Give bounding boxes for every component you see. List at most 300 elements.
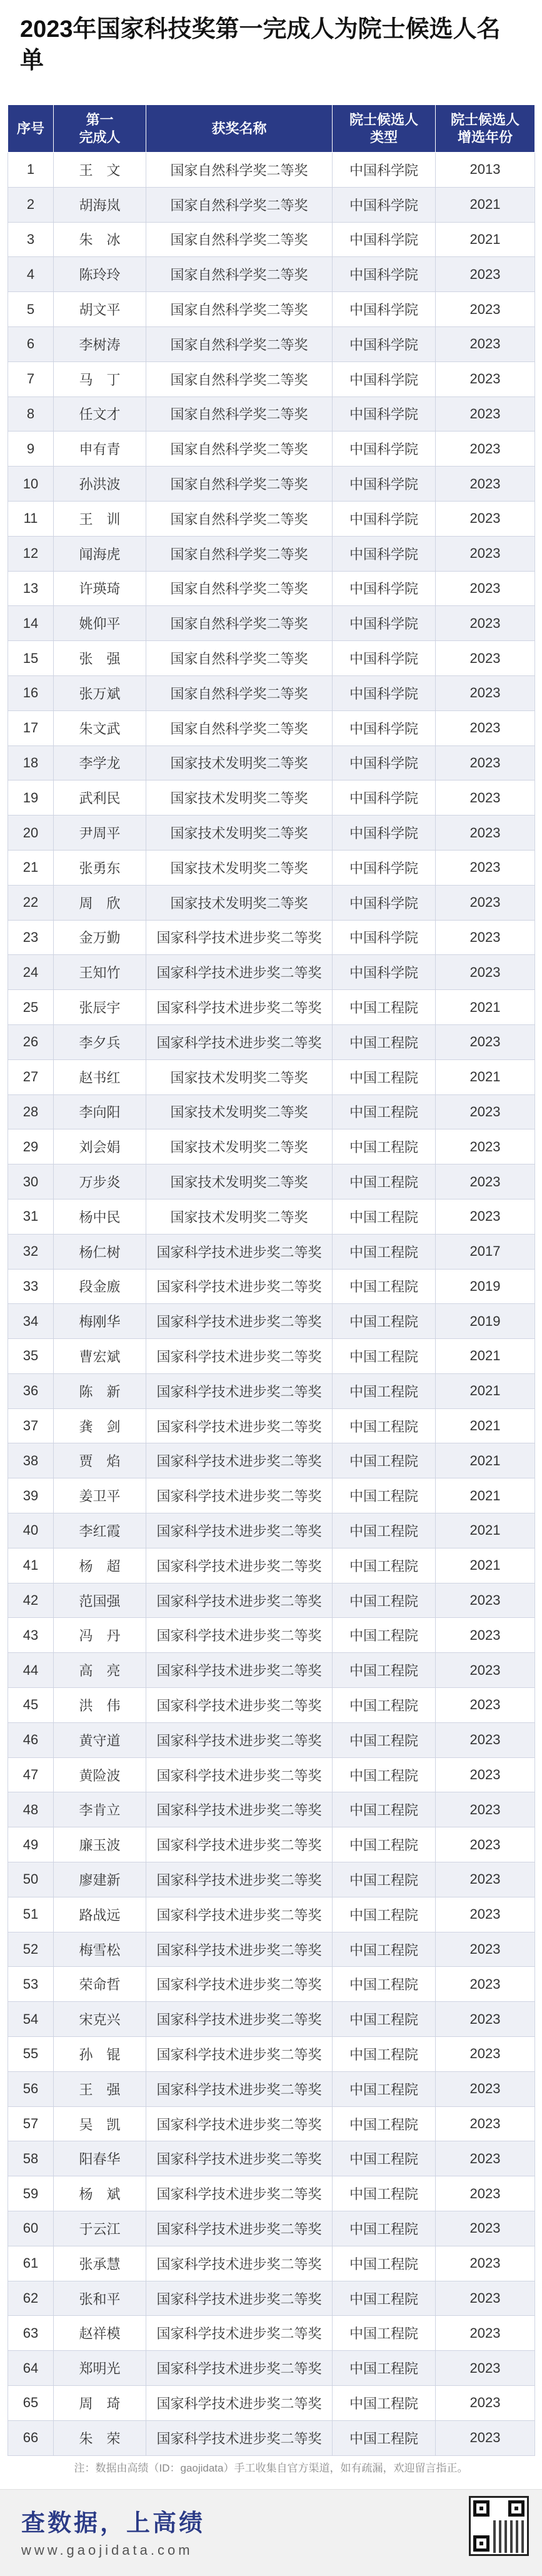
cell-award: 国家技术发明奖二等奖	[146, 1199, 333, 1234]
table-row	[8, 1129, 535, 1164]
cell-award: 国家自然科学奖二等奖	[146, 571, 333, 606]
cell-election-year: 2013	[436, 153, 535, 188]
table-row	[8, 990, 535, 1025]
cell-award: 国家科学技术进步奖二等奖	[146, 1478, 333, 1513]
cell-no: 42	[8, 1583, 54, 1618]
cell-first-person: 段金廒	[54, 1269, 146, 1304]
cell-election-year: 2023	[436, 675, 535, 710]
cell-candidate-type: 中国工程院	[333, 2071, 436, 2106]
cell-award: 国家自然科学奖二等奖	[146, 467, 333, 502]
cell-candidate-type: 中国科学院	[333, 641, 436, 676]
header-candidate-type	[333, 105, 436, 153]
cell-election-year: 2023	[436, 2141, 535, 2176]
cell-award: 国家科学技术进步奖二等奖	[146, 1583, 333, 1618]
cell-no: 7	[8, 361, 54, 397]
cell-no: 14	[8, 606, 54, 641]
cell-first-person: 李向阳	[54, 1094, 146, 1129]
table-row	[8, 187, 535, 222]
cell-election-year: 2023	[436, 1827, 535, 1862]
cell-first-person: 曹宏斌	[54, 1339, 146, 1374]
table-row	[8, 2106, 535, 2141]
table-row	[8, 885, 535, 920]
cell-candidate-type: 中国科学院	[333, 187, 436, 222]
cell-election-year: 2023	[436, 2002, 535, 2037]
cell-candidate-type: 中国工程院	[333, 990, 436, 1025]
footer-brand: 查数据，上高绩	[21, 2510, 206, 2537]
cell-no: 5	[8, 292, 54, 327]
table-row	[8, 1234, 535, 1269]
cell-first-person: 范国强	[54, 1583, 146, 1618]
cell-candidate-type: 中国工程院	[333, 2002, 436, 2037]
cell-no: 30	[8, 1164, 54, 1200]
cell-first-person: 黄险波	[54, 1757, 146, 1792]
cell-election-year: 2021	[436, 1059, 535, 1094]
cell-election-year: 2021	[436, 1339, 535, 1374]
cell-election-year: 2021	[436, 1373, 535, 1408]
cell-no: 3	[8, 222, 54, 257]
cell-first-person: 龚 剑	[54, 1408, 146, 1443]
cell-no: 10	[8, 467, 54, 502]
table-row	[8, 1164, 535, 1200]
cell-first-person: 李夕兵	[54, 1024, 146, 1059]
table-row	[8, 1094, 535, 1129]
cell-first-person: 金万勤	[54, 920, 146, 955]
cell-first-person: 胡海岚	[54, 187, 146, 222]
cell-no: 24	[8, 955, 54, 990]
cell-first-person: 马 丁	[54, 361, 146, 397]
cell-first-person: 黄守道	[54, 1722, 146, 1757]
cell-no: 37	[8, 1408, 54, 1443]
table-row	[8, 2211, 535, 2246]
cell-first-person: 郑明光	[54, 2351, 146, 2386]
cell-first-person: 赵祥模	[54, 2316, 146, 2351]
table-row	[8, 1827, 535, 1862]
cell-award: 国家科学技术进步奖二等奖	[146, 955, 333, 990]
cell-award: 国家科学技术进步奖二等奖	[146, 2002, 333, 2037]
cell-first-person: 朱 荣	[54, 2420, 146, 2455]
cell-no: 66	[8, 2420, 54, 2455]
table-row	[8, 1653, 535, 1688]
cell-election-year: 2023	[436, 326, 535, 361]
table-row	[8, 2002, 535, 2037]
table-row	[8, 1408, 535, 1443]
cell-award: 国家科学技术进步奖二等奖	[146, 2176, 333, 2211]
cell-award: 国家科学技术进步奖二等奖	[146, 1897, 333, 1932]
cell-election-year: 2019	[436, 1269, 535, 1304]
cell-election-year: 2023	[436, 361, 535, 397]
cell-award: 国家技术发明奖二等奖	[146, 780, 333, 816]
cell-candidate-type: 中国工程院	[333, 1827, 436, 1862]
cell-first-person: 洪 伟	[54, 1688, 146, 1723]
table-row	[8, 1897, 535, 1932]
cell-first-person: 李红霞	[54, 1513, 146, 1548]
cell-candidate-type: 中国科学院	[333, 850, 436, 885]
cell-candidate-type: 中国工程院	[333, 1269, 436, 1304]
cell-no: 59	[8, 2176, 54, 2211]
cell-first-person: 万步炎	[54, 1164, 146, 1200]
cell-first-person: 张辰宇	[54, 990, 146, 1025]
cell-first-person: 梅刚华	[54, 1304, 146, 1339]
cell-first-person: 任文才	[54, 397, 146, 432]
cell-election-year: 2023	[436, 745, 535, 780]
table-row	[8, 780, 535, 816]
cell-no: 18	[8, 745, 54, 780]
cell-no: 38	[8, 1443, 54, 1478]
cell-election-year: 2023	[436, 1792, 535, 1827]
cell-first-person: 李学龙	[54, 745, 146, 780]
header-election-year	[436, 105, 535, 153]
cell-candidate-type: 中国工程院	[333, 1129, 436, 1164]
cell-first-person: 张 强	[54, 641, 146, 676]
cell-election-year: 2023	[436, 885, 535, 920]
cell-no: 16	[8, 675, 54, 710]
cell-first-person: 许瑛琦	[54, 571, 146, 606]
cell-first-person: 王 训	[54, 501, 146, 536]
cell-first-person: 李肯立	[54, 1792, 146, 1827]
cell-first-person: 孙 锟	[54, 2037, 146, 2072]
cell-election-year: 2023	[436, 292, 535, 327]
table-row	[8, 1304, 535, 1339]
cell-candidate-type: 中国工程院	[333, 1059, 436, 1094]
table-row	[8, 745, 535, 780]
cell-candidate-type: 中国科学院	[333, 153, 436, 188]
cell-candidate-type: 中国科学院	[333, 257, 436, 292]
cell-award: 国家技术发明奖二等奖	[146, 1129, 333, 1164]
header-no: 序号	[8, 105, 54, 153]
cell-no: 17	[8, 710, 54, 745]
cell-election-year: 2023	[436, 816, 535, 851]
cell-award: 国家技术发明奖二等奖	[146, 1164, 333, 1200]
cell-first-person: 阳春华	[54, 2141, 146, 2176]
table-row	[8, 1583, 535, 1618]
table-row	[8, 955, 535, 990]
table-row	[8, 1269, 535, 1304]
table-row	[8, 1059, 535, 1094]
cell-candidate-type: 中国科学院	[333, 955, 436, 990]
cell-candidate-type: 中国工程院	[333, 1339, 436, 1374]
cell-first-person: 于云江	[54, 2211, 146, 2246]
cell-no: 19	[8, 780, 54, 816]
cell-election-year: 2023	[436, 1129, 535, 1164]
table-row	[8, 467, 535, 502]
cell-candidate-type: 中国科学院	[333, 920, 436, 955]
cell-no: 61	[8, 2246, 54, 2281]
cell-award: 国家自然科学奖二等奖	[146, 326, 333, 361]
table-row	[8, 850, 535, 885]
cell-no: 60	[8, 2211, 54, 2246]
cell-first-person: 杨 斌	[54, 2176, 146, 2211]
cell-award: 国家科学技术进步奖二等奖	[146, 1024, 333, 1059]
cell-award: 国家技术发明奖二等奖	[146, 1059, 333, 1094]
cell-election-year: 2021	[436, 990, 535, 1025]
cell-award: 国家科学技术进步奖二等奖	[146, 2071, 333, 2106]
cell-election-year: 2023	[436, 2351, 535, 2386]
table-row	[8, 2351, 535, 2386]
cell-award: 国家自然科学奖二等奖	[146, 536, 333, 571]
cell-election-year: 2023	[436, 1967, 535, 2002]
cell-award: 国家科学技术进步奖二等奖	[146, 1408, 333, 1443]
cell-candidate-type: 中国科学院	[333, 536, 436, 571]
cell-award: 国家科学技术进步奖二等奖	[146, 1688, 333, 1723]
cell-election-year: 2023	[436, 397, 535, 432]
cell-election-year: 2023	[436, 2420, 535, 2455]
cell-candidate-type: 中国科学院	[333, 222, 436, 257]
table-row	[8, 1862, 535, 1897]
cell-candidate-type: 中国工程院	[333, 2106, 436, 2141]
cell-candidate-type: 中国科学院	[333, 675, 436, 710]
table-row	[8, 501, 535, 536]
table-row	[8, 222, 535, 257]
table-row	[8, 2176, 535, 2211]
cell-award: 国家自然科学奖二等奖	[146, 257, 333, 292]
cell-no: 15	[8, 641, 54, 676]
table-row	[8, 606, 535, 641]
cell-first-person: 杨 超	[54, 1548, 146, 1583]
cell-award: 国家科学技术进步奖二等奖	[146, 2386, 333, 2421]
cell-first-person: 王 强	[54, 2071, 146, 2106]
cell-first-person: 张勇东	[54, 850, 146, 885]
cell-election-year: 2021	[436, 187, 535, 222]
table-row	[8, 397, 535, 432]
cell-first-person: 梅雪松	[54, 1932, 146, 1967]
table-row	[8, 2316, 535, 2351]
table-row	[8, 432, 535, 467]
cell-award: 国家科学技术进步奖二等奖	[146, 1513, 333, 1548]
cell-no: 55	[8, 2037, 54, 2072]
table-row	[8, 1967, 535, 2002]
cell-award: 国家自然科学奖二等奖	[146, 397, 333, 432]
cell-no: 29	[8, 1129, 54, 1164]
table-row	[8, 1373, 535, 1408]
cell-candidate-type: 中国工程院	[333, 1373, 436, 1408]
cell-award: 国家科学技术进步奖二等奖	[146, 1443, 333, 1478]
cell-no: 63	[8, 2316, 54, 2351]
cell-first-person: 陈 新	[54, 1373, 146, 1408]
cell-election-year: 2023	[436, 536, 535, 571]
cell-no: 44	[8, 1653, 54, 1688]
table-row	[8, 2071, 535, 2106]
cell-candidate-type: 中国工程院	[333, 1164, 436, 1200]
table-row	[8, 1478, 535, 1513]
cell-no: 31	[8, 1199, 54, 1234]
table-row	[8, 1722, 535, 1757]
cell-award: 国家自然科学奖二等奖	[146, 675, 333, 710]
cell-candidate-type: 中国工程院	[333, 1722, 436, 1757]
table-row	[8, 326, 535, 361]
table-row	[8, 2420, 535, 2455]
cell-no: 26	[8, 1024, 54, 1059]
cell-candidate-type: 中国工程院	[333, 2281, 436, 2316]
cell-no: 53	[8, 1967, 54, 2002]
cell-election-year: 2023	[436, 955, 535, 990]
cell-award: 国家自然科学奖二等奖	[146, 187, 333, 222]
cell-no: 50	[8, 1862, 54, 1897]
cell-election-year: 2023	[436, 2211, 535, 2246]
cell-election-year: 2023	[436, 2176, 535, 2211]
cell-no: 36	[8, 1373, 54, 1408]
cell-award: 国家科学技术进步奖二等奖	[146, 2106, 333, 2141]
cell-candidate-type: 中国科学院	[333, 780, 436, 816]
header-candidate-type-line2: 类型	[369, 129, 398, 145]
cell-award: 国家科学技术进步奖二等奖	[146, 1967, 333, 2002]
cell-candidate-type: 中国工程院	[333, 1653, 436, 1688]
cell-election-year: 2023	[436, 2037, 535, 2072]
cell-no: 62	[8, 2281, 54, 2316]
cell-award: 国家科学技术进步奖二等奖	[146, 1269, 333, 1304]
cell-election-year: 2023	[436, 1688, 535, 1723]
cell-candidate-type: 中国工程院	[333, 2141, 436, 2176]
cell-candidate-type: 中国工程院	[333, 2176, 436, 2211]
cell-election-year: 2023	[436, 2386, 535, 2421]
cell-candidate-type: 中国科学院	[333, 432, 436, 467]
cell-candidate-type: 中国工程院	[333, 1618, 436, 1653]
cell-candidate-type: 中国科学院	[333, 361, 436, 397]
cell-election-year: 2023	[436, 710, 535, 745]
cell-candidate-type: 中国工程院	[333, 1408, 436, 1443]
cell-election-year: 2023	[436, 641, 535, 676]
table-row	[8, 1792, 535, 1827]
cell-election-year: 2021	[436, 1443, 535, 1478]
cell-no: 25	[8, 990, 54, 1025]
cell-election-year: 2023	[436, 1094, 535, 1129]
cell-first-person: 武利民	[54, 780, 146, 816]
cell-award: 国家科学技术进步奖二等奖	[146, 1792, 333, 1827]
cell-award: 国家自然科学奖二等奖	[146, 222, 333, 257]
cell-no: 40	[8, 1513, 54, 1548]
cell-award: 国家技术发明奖二等奖	[146, 885, 333, 920]
cell-election-year: 2023	[436, 1653, 535, 1688]
cell-no: 35	[8, 1339, 54, 1374]
cell-candidate-type: 中国科学院	[333, 745, 436, 780]
cell-no: 13	[8, 571, 54, 606]
cell-first-person: 杨仁树	[54, 1234, 146, 1269]
cell-first-person: 陈玲玲	[54, 257, 146, 292]
cell-award: 国家科学技术进步奖二等奖	[146, 2037, 333, 2072]
cell-election-year: 2023	[436, 1897, 535, 1932]
cell-award: 国家科学技术进步奖二等奖	[146, 1339, 333, 1374]
cell-election-year: 2023	[436, 1583, 535, 1618]
header-first-person	[54, 105, 146, 153]
cell-first-person: 朱 冰	[54, 222, 146, 257]
cell-no: 52	[8, 1932, 54, 1967]
cell-first-person: 闻海虎	[54, 536, 146, 571]
footer	[0, 2489, 542, 2576]
cell-no: 46	[8, 1722, 54, 1757]
cell-first-person: 王知竹	[54, 955, 146, 990]
cell-award: 国家科学技术进步奖二等奖	[146, 2351, 333, 2386]
cell-candidate-type: 中国科学院	[333, 816, 436, 851]
table-row	[8, 292, 535, 327]
cell-first-person: 张承慧	[54, 2246, 146, 2281]
table-row	[8, 1548, 535, 1583]
cell-first-person: 张万斌	[54, 675, 146, 710]
cell-no: 1	[8, 153, 54, 188]
table-row	[8, 571, 535, 606]
cell-no: 4	[8, 257, 54, 292]
cell-candidate-type: 中国科学院	[333, 467, 436, 502]
cell-award: 国家科学技术进步奖二等奖	[146, 2246, 333, 2281]
table-row	[8, 2246, 535, 2281]
cell-first-person: 路战远	[54, 1897, 146, 1932]
cell-candidate-type: 中国工程院	[333, 1792, 436, 1827]
cell-election-year: 2019	[436, 1304, 535, 1339]
cell-election-year: 2023	[436, 2106, 535, 2141]
cell-no: 56	[8, 2071, 54, 2106]
cell-no: 28	[8, 1094, 54, 1129]
table-row	[8, 675, 535, 710]
cell-award: 国家科学技术进步奖二等奖	[146, 2141, 333, 2176]
cell-no: 20	[8, 816, 54, 851]
header-candidate-type-line1: 院士候选人	[349, 111, 418, 128]
cell-candidate-type: 中国工程院	[333, 1199, 436, 1234]
cell-first-person: 宋克兴	[54, 2002, 146, 2037]
cell-award: 国家技术发明奖二等奖	[146, 745, 333, 780]
cell-election-year: 2021	[436, 1478, 535, 1513]
cell-candidate-type: 中国工程院	[333, 2211, 436, 2246]
table-row	[8, 1339, 535, 1374]
cell-candidate-type: 中国工程院	[333, 2420, 436, 2455]
cell-first-person: 姜卫平	[54, 1478, 146, 1513]
cell-candidate-type: 中国工程院	[333, 2386, 436, 2421]
cell-election-year: 2023	[436, 501, 535, 536]
table-row	[8, 257, 535, 292]
cell-first-person: 贾 焰	[54, 1443, 146, 1478]
cell-election-year: 2023	[436, 1199, 535, 1234]
cell-candidate-type: 中国科学院	[333, 292, 436, 327]
cell-no: 9	[8, 432, 54, 467]
table-row	[8, 2386, 535, 2421]
cell-no: 47	[8, 1757, 54, 1792]
cell-candidate-type: 中国工程院	[333, 1548, 436, 1583]
source-note: 注：数据由高绩（ID：gaojidata）手工收集自官方渠道，如有疏漏，欢迎留言指正。	[74, 2462, 468, 2474]
cell-award: 国家科学技术进步奖二等奖	[146, 1757, 333, 1792]
cell-candidate-type: 中国工程院	[333, 1897, 436, 1932]
cell-no: 6	[8, 326, 54, 361]
cell-election-year: 2021	[436, 1548, 535, 1583]
cell-award: 国家科学技术进步奖二等奖	[146, 1827, 333, 1862]
cell-first-person: 申有青	[54, 432, 146, 467]
cell-no: 65	[8, 2386, 54, 2421]
cell-award: 国家科学技术进步奖二等奖	[146, 1373, 333, 1408]
cell-candidate-type: 中国工程院	[333, 1443, 436, 1478]
table-row	[8, 710, 535, 745]
cell-candidate-type: 中国工程院	[333, 1024, 436, 1059]
cell-award: 国家科学技术进步奖二等奖	[146, 1722, 333, 1757]
cell-no: 64	[8, 2351, 54, 2386]
table-row	[8, 2037, 535, 2072]
cell-award: 国家技术发明奖二等奖	[146, 1094, 333, 1129]
cell-no: 43	[8, 1618, 54, 1653]
table-row	[8, 361, 535, 397]
cell-first-person: 尹周平	[54, 816, 146, 851]
header-first-person-line1: 第一	[86, 111, 114, 128]
cell-first-person: 姚仰平	[54, 606, 146, 641]
header-election-year-line2: 增选年份	[457, 129, 513, 145]
cell-election-year: 2023	[436, 467, 535, 502]
cell-no: 8	[8, 397, 54, 432]
cell-first-person: 廉玉波	[54, 1827, 146, 1862]
cell-first-person: 赵书红	[54, 1059, 146, 1094]
cell-no: 11	[8, 501, 54, 536]
cell-first-person: 王 文	[54, 153, 146, 188]
table-row	[8, 816, 535, 851]
table-row	[8, 2141, 535, 2176]
header-first-person-line2: 完成人	[79, 129, 121, 145]
candidate-table	[8, 104, 535, 2456]
cell-first-person: 刘会娟	[54, 1129, 146, 1164]
table-row	[8, 1757, 535, 1792]
cell-first-person: 冯 丹	[54, 1618, 146, 1653]
